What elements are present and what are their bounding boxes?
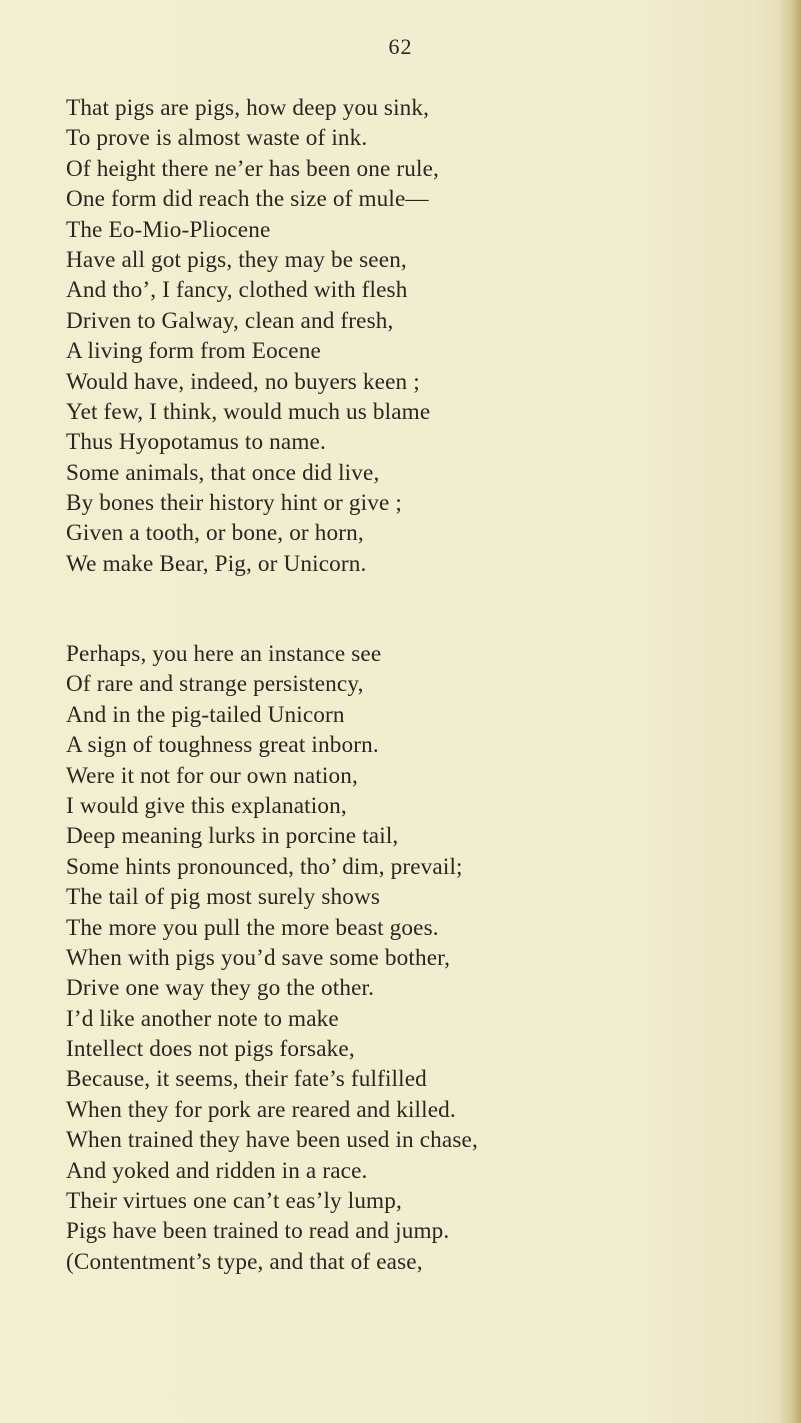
poem-line: The more you pull the more beast goes. (66, 914, 439, 941)
poem-line: When with pigs you’d save some bother, (66, 944, 451, 971)
poem-line: And in the pig-tailed Unicorn (66, 701, 345, 728)
poem-line: The Eo-Mio-Pliocene (66, 216, 271, 243)
poem-line: Because, it seems, their fate’s fulfilled (66, 1066, 427, 1093)
poem-line: Driven to Galway, clean and fresh, (66, 307, 394, 334)
poem-line: That pigs are pigs, how deep you sink, (66, 95, 430, 121)
page-number: 62 (388, 34, 413, 59)
poem-line: Pigs have been trained to read and jump. (66, 1218, 450, 1245)
poem-line: Their virtues one can’t eas’ly lump, (66, 1188, 402, 1215)
poem-line: To prove is almost waste of ink. (66, 125, 368, 152)
poem-line: Given a tooth, or bone, or horn, (66, 520, 364, 547)
page-edge-shadow (779, 0, 801, 1423)
poem-line: Perhaps, you here an instance see (66, 641, 382, 667)
poem-line: And tho’, I fancy, clothed with flesh (66, 277, 408, 304)
poem-line: When they for pork are reared and killed. (66, 1096, 456, 1123)
poem-line: (Contentment’s type, and that of ease, (66, 1248, 423, 1275)
poem-line: We make Bear, Pig, or Unicorn. (66, 550, 367, 577)
poem-line: Of height there ne’er has been one rule, (66, 155, 439, 182)
poem-line: Thus Hyopotamus to name. (66, 429, 326, 456)
poem-line: A living form from Eocene (66, 338, 321, 365)
poem-line: Drive one way they go the other. (66, 975, 375, 1002)
poem-line: Would have, indeed, no buyers keen ; (66, 368, 420, 395)
poem-line: Were it not for our own nation, (66, 762, 358, 789)
poem-line: A sign of toughness great inborn. (66, 732, 379, 759)
stanza-1 (66, 93, 439, 579)
poem-line: Yet few, I think, would much us blame (66, 398, 431, 425)
poem-line: When trained they have been used in chase, (66, 1127, 478, 1154)
poem-line: I’d like another note to make (66, 1005, 339, 1032)
poem-line: Some animals, that once did live, (66, 459, 380, 486)
poem-line: Of rare and strange persistency, (66, 671, 364, 698)
poem-line: By bones their history hint or give ; (66, 490, 402, 517)
poem-line: And yoked and ridden in a race. (66, 1157, 368, 1184)
poem-line: The tail of pig most surely shows (66, 884, 381, 911)
poem-line: Have all got pigs, they may be seen, (66, 246, 407, 273)
poem-line: I would give this explanation, (66, 792, 347, 819)
poem-line: Deep meaning lurks in porcine tail, (66, 823, 399, 850)
poem-line: Some hints pronounced, tho’ dim, prevail; (66, 853, 463, 880)
stanza-2 (66, 639, 478, 1277)
poem-line: One form did reach the size of mule— (66, 186, 429, 213)
poem-line: Intellect does not pigs forsake, (66, 1036, 355, 1063)
